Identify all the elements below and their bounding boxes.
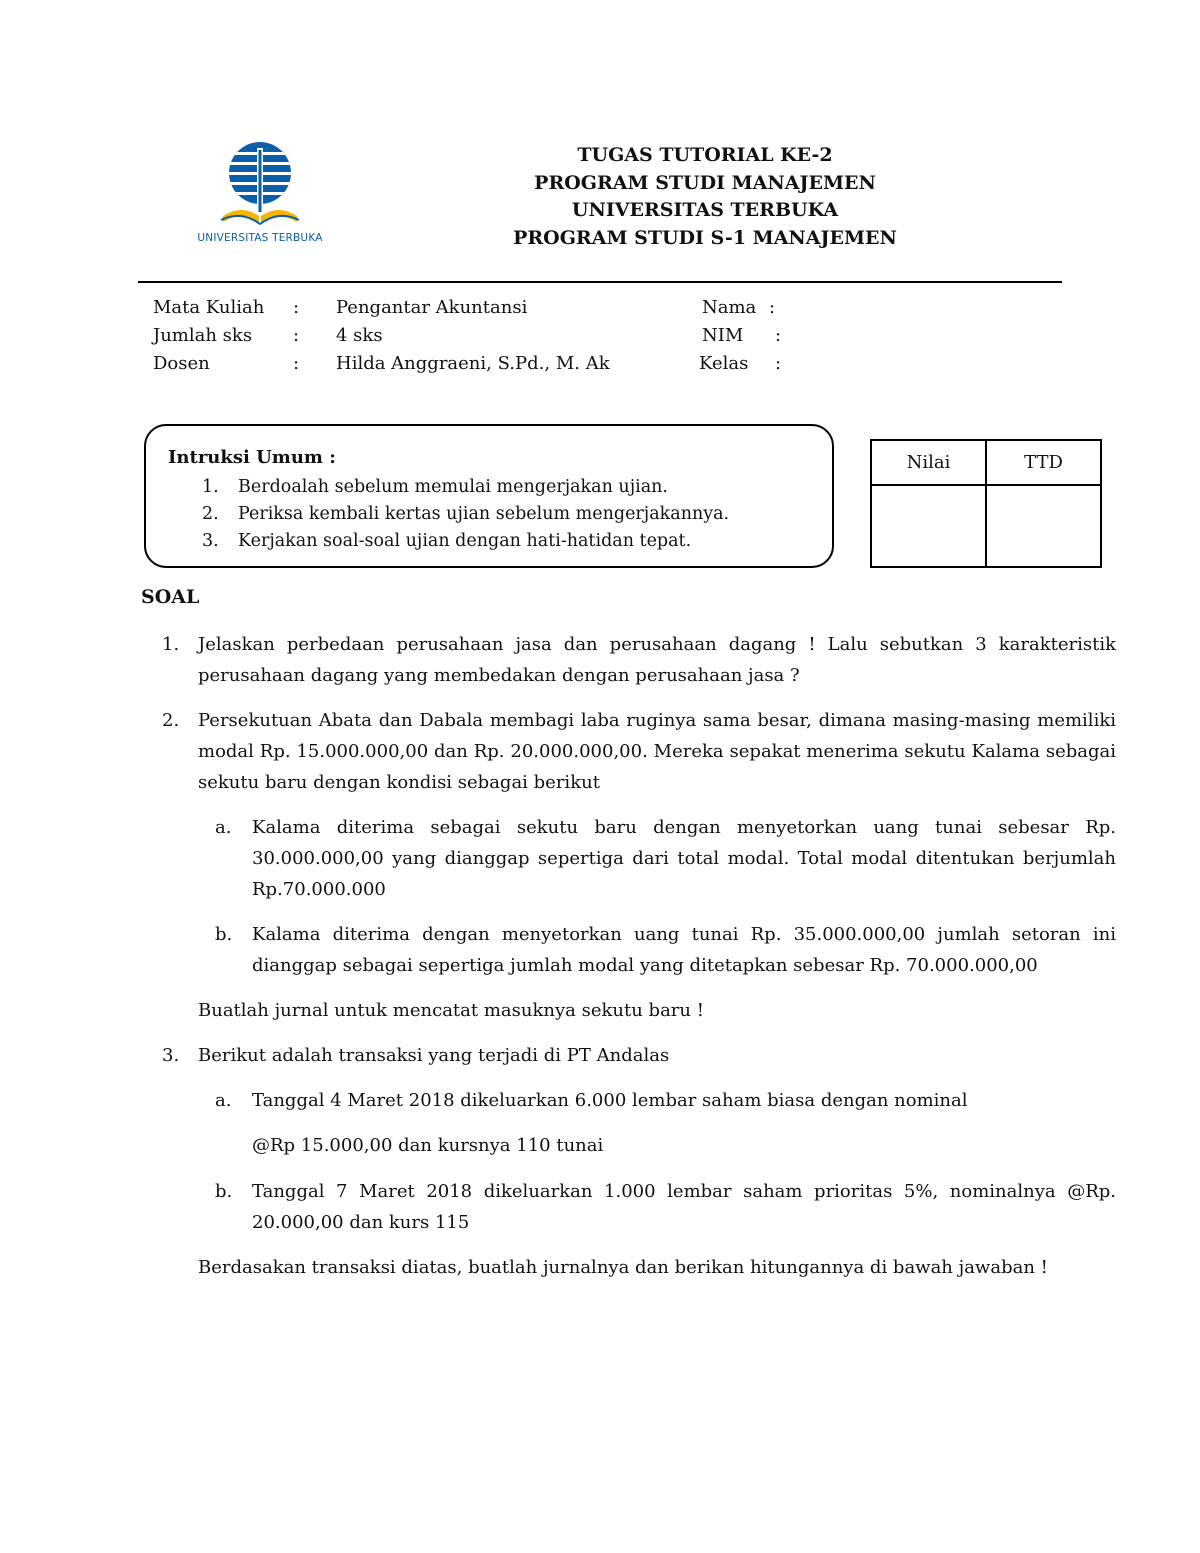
question-number: 3.	[162, 1045, 180, 1066]
question-2-text: Persekutuan Abata dan Dabala membagi laba ruginya sama besar, dimana masing-masing memiliki modal Rp. 15.000.000,00 dan Rp. 20.000.000,00. Mereka sepakat menerima sekutu Kalama sebagai sekutu baru dengan kondisi sebagai berikut	[198, 710, 1116, 793]
header-university: UNIVERSITAS TERBUKA	[571, 199, 839, 221]
grade-signature-table	[870, 439, 1102, 568]
question-number: 1.	[162, 634, 180, 655]
info-separator: :	[293, 325, 300, 346]
info-label: Dosen	[153, 353, 210, 374]
logo-text: UNIVERSITAS TERBUKA	[197, 232, 323, 244]
question-3a-line1: Tanggal 4 Maret 2018 dikeluarkan 6.000 lembar saham biasa dengan nominal	[252, 1090, 968, 1111]
info-label: Nama	[702, 297, 757, 318]
question-1-text: Jelaskan perbedaan perusahaan jasa dan perusahaan dagang ! Lalu sebutkan 3 karakteristik perusahaan dagang yang membedakan dengan perusahaan jasa ?	[198, 634, 1116, 686]
signature-cell	[986, 485, 1101, 567]
header-program-level: PROGRAM STUDI S-1 MANAJEMEN	[513, 226, 897, 249]
university-emblem-icon	[185, 140, 335, 232]
info-label: NIM	[702, 325, 744, 346]
subquestion-label: b.	[215, 924, 233, 945]
questions-title: SOAL	[141, 586, 200, 608]
question-number: 2.	[162, 710, 180, 731]
question-2-closing: Buatlah jurnal untuk mencatat masuknya sekutu baru !	[198, 1000, 704, 1021]
document-header	[400, 142, 1010, 252]
grade-header: Nilai	[871, 440, 986, 485]
info-value: 4 sks	[336, 325, 383, 346]
info-value: Hilda Anggraeni, S.Pd., M. Ak	[336, 353, 610, 374]
list-text: Berdoalah sebelum memulai mengerjakan ujian.	[238, 477, 668, 497]
instructions-title: Intruksi Umum :	[168, 447, 336, 468]
grade-cell	[871, 485, 986, 567]
subquestion-label: b.	[215, 1181, 233, 1202]
info-separator: :	[769, 297, 776, 318]
info-label: Mata Kuliah	[153, 297, 265, 318]
info-separator: :	[293, 297, 300, 318]
question-3b-text: Tanggal 7 Maret 2018 dikeluarkan 1.000 lembar saham prioritas 5%, nominalnya @Rp. 20.000,00 dan kurs 115	[252, 1181, 1116, 1233]
info-label: Jumlah sks	[153, 325, 253, 346]
signature-header: TTD	[986, 440, 1101, 485]
list-item	[202, 528, 729, 555]
list-text: Periksa kembali kertas ujian sebelum mengerjakannya.	[238, 504, 730, 524]
header-program: PROGRAM STUDI MANAJEMEN	[534, 171, 876, 194]
list-text: Kerjakan soal-soal ujian dengan hati-hatidan tepat.	[238, 531, 692, 551]
header-title: TUGAS TUTORIAL KE-2	[577, 144, 833, 166]
list-number: 1.	[202, 477, 219, 497]
info-separator: :	[775, 353, 782, 374]
list-item	[202, 474, 729, 501]
instructions-list	[202, 474, 729, 555]
subquestion-label: a.	[215, 817, 232, 838]
list-number: 2.	[202, 504, 219, 524]
list-item	[202, 501, 729, 528]
question-3-closing: Berdasakan transaksi diatas, buatlah jurnalnya dan berikan hitungannya di bawah jawaban !	[198, 1257, 1048, 1278]
general-instructions-box	[144, 424, 834, 568]
question-2b-text: Kalama diterima dengan menyetorkan uang tunai Rp. 35.000.000,00 jumlah setoran ini dianggap sebagai sepertiga jumlah modal yang ditetapkan sebesar Rp. 70.000.000,00	[252, 924, 1116, 976]
subquestion-label: a.	[215, 1090, 232, 1111]
info-separator: :	[293, 353, 300, 374]
header-divider	[138, 281, 1062, 283]
question-3a-line2: @Rp 15.000,00 dan kursnya 110 tunai	[252, 1135, 604, 1156]
info-separator: :	[775, 325, 782, 346]
question-2a-text: Kalama diterima sebagai sekutu baru dengan menyetorkan uang tunai sebesar Rp. 30.000.000,00 yang dianggap sepertiga dari total modal. Total modal ditentukan berjumlah Rp.70.000.000	[252, 817, 1116, 900]
info-value: Pengantar Akuntansi	[336, 297, 528, 318]
list-number: 3.	[202, 531, 219, 551]
question-3-text: Berikut adalah transaksi yang terjadi di PT Andalas	[198, 1045, 670, 1066]
university-logo	[185, 140, 335, 250]
info-label: Kelas	[699, 353, 749, 374]
